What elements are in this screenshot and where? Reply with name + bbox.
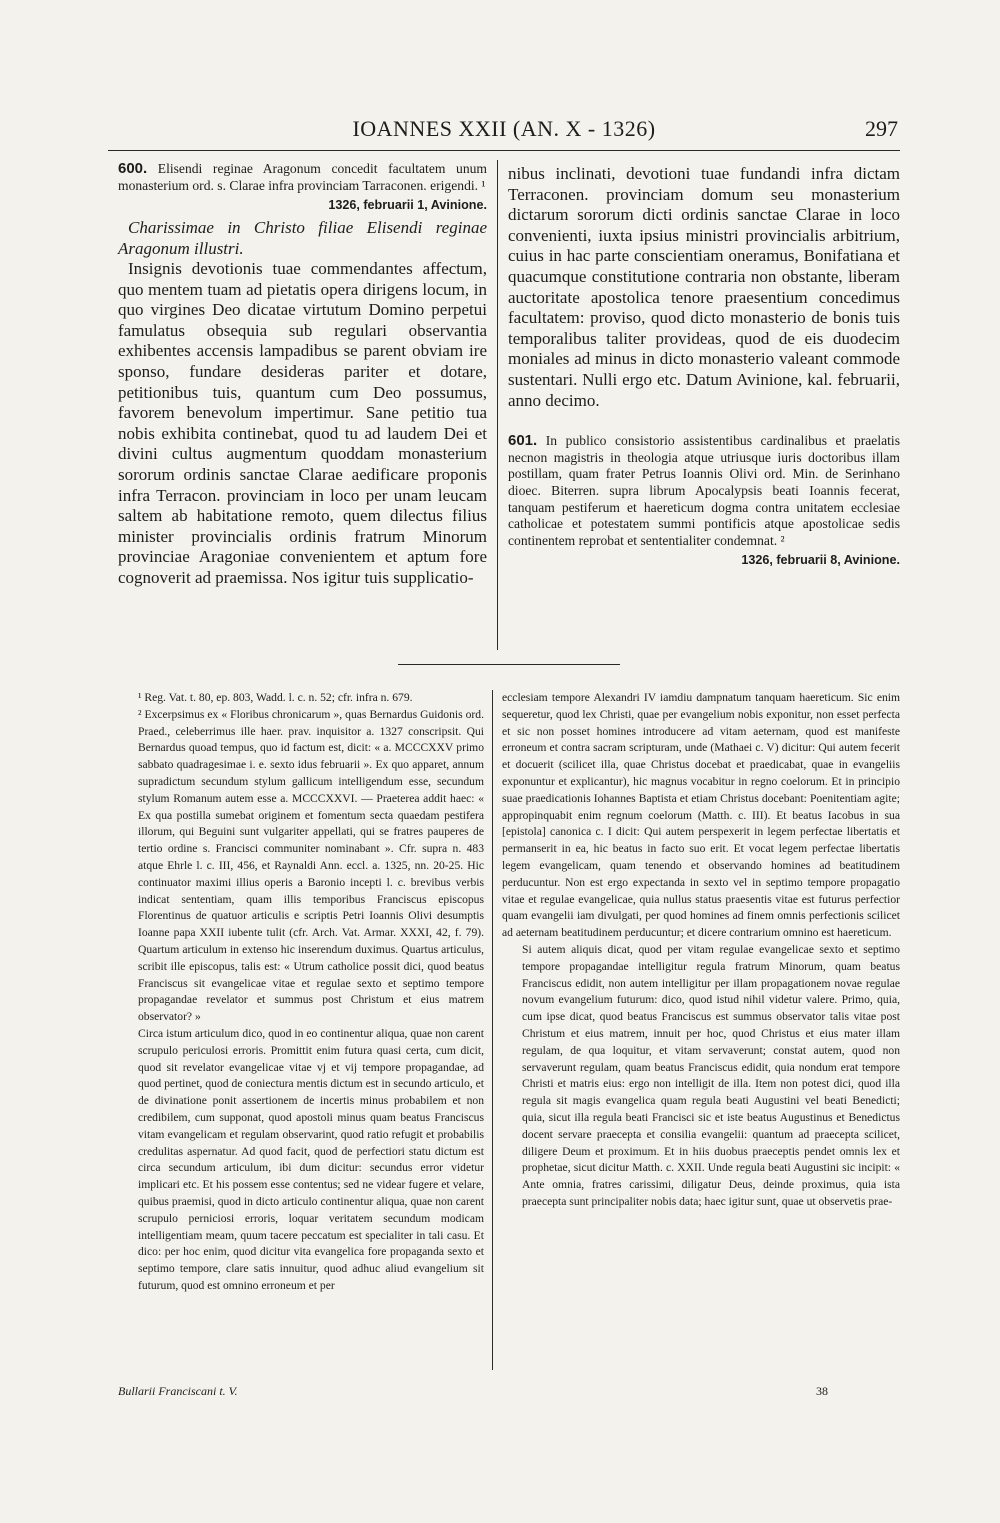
signature-mark: 38: [816, 1384, 828, 1398]
left-column: [118, 160, 487, 589]
doc-600-body-left-text: Insignis devotionis tuae commendantes affectum, quo mentem tuam ad pietatis opera dirigens locum, in quo virgines Deo dicatae virtutum Domino perpetui famulatus obsequia sub regulari observantia exhibentes accensis lampadibus se parent obviam ire sponso, fundare desideras pariter et dotare, petitionibus tuis, quantum cum Deo possumus, favorem benevolum impertimur. Sane petitio tua nobis exhibita continebat, quod tu ad laudem Dei et divini cultus augmentum quoddam monasterium sororum ordinis sanctae Clarae aedificare proponis infra Terracon. provinciam in loco per unam leucam saltem ab habitatione remoto, quem dilectus filius minister provincialis ordinis fratrum Minorum provinciae Aragoniae convenientem et aptum fore cognoverit ad praemissa. Nos igitur tuis supplicatio-: [118, 259, 487, 587]
column-divider: [497, 160, 498, 650]
footnotes-right: [502, 690, 900, 1211]
footnote-2-continued-text: Circa istum articulum dico, quod in eo continentur aliqua, quae non carent scrupulo periculosi erroris. Promittit enim futura quasi certa, cum dicit, quod sit revelator evangelicae vitae vj et vij tempore propagandae, ad quod pertinet, quod de coniectura mentis dictum est in secundo articulo, et de divinatione ponit assertionem de incertis minus probabilem et non credibilem, cum supponat, quod apostoli minus quam beatus Franciscus vitam evangelicam et regulam observarint, quod ratio refugit et probabilis credulitas aspernatur. Ad quod facit, quod de perfectiori statu dictum est circa secundum articulum, ibi dum dicitur: secundus error videtur implicari etc. Et his possem esse contentus; sed ne videar fugere et velare, quibus praemisi, quod in dicto articulo continentur aliqua, quae non carent scrupulo perniciosi erroris, loquar veritatem secundum modicam intelligentiam meam, quum tacere peccatum est specialiter in tali casu. Et dico: per hoc enim, quod dicitur vita evangelica fore propaganda sexto et septimo tempore, clare satis innuitur, quod adhuc aliud evangelium sit futurum, quod est omnino erroneum et per: [138, 1026, 484, 1292]
doc-600-body-right: nibus inclinati, devotioni tuae fundandi infra dictam Terraconen. provinciam domum seu monasterium dictarum sororum dicti ordinis sanctae Clarae in loco convenienti, iuxta ipsius ministri provincialis arbitrium, cuius in hac parte conscientiam oneramus, Bonifatiana et quacumque constitutione contraria non obstante, liberam auctoritate apostolica tenore praesentium concedimus facultatem: proviso, quod dicto monasterio de bonis tuis temporalibus taliter provideas, quod de eis duodecim moniales ad minus in dicto monasterio valeant commode sustentari. Nulli ergo etc. Datum Avinione, kal. februarii, anno decimo.: [508, 164, 900, 410]
doc-600-body-left: [118, 259, 487, 589]
doc-601-date: 1326, februarii 8, Avinione.: [741, 553, 900, 568]
footnote-separator-rule: [398, 664, 620, 665]
page-number: 297: [865, 116, 898, 141]
footnote-right-para-2: [502, 942, 900, 1211]
doc-600-date: 1326, februarii 1, Avinione.: [328, 198, 487, 212]
footnote-2: [118, 707, 484, 1026]
doc-601-summary-text: In publico consistorio assistentibus cardinalibus et praelatis necnon magistris in theologia atque utriusque iuris doctoribus illam postillam, quam frater Petrus Ioannis Olivi ord. Min. de Serinhano dioec. Biterren. supra librum Apocalypsis beati Ioannis fecerat, tanquam pestiferum et haereticum dogma contra unitatem ecclesiae catholicae et potestatem summi pontificis atque apostolicae sedis continentem reprobat et sententialiter condemnat. ²: [508, 433, 900, 548]
footnote-2-text: ² Excerpsimus ex « Floribus chronicarum », quas Bernardus Guidonis ord. Praed., celeberrimus ille haer. prav. inquisitor a. 1327 conscripsit. Qui Bernardus quoad tempus, quo id factum est, dicit: « a. MCCCXXV primo sabbato quadragesimae i. e. sexto idus februarii ». Ex quo apparet, annum supradictum secundum stylum gallicum intelligendum esse, secundum stylum Romanum autem esse a. MCCCXXVI. — Praeterea addit haec: « Ex qua postilla sumebat originem et fomentum secta quaedam pestifera illorum, qui Beguini sunt vulgariter appellati, qui se fratres pauperes de tertio ordine s. Francisci communiter nominabant ». Cfr. supra n. 483 atque Ehrle l. c. III, 456, et Raynaldi Ann. eccl. a. 1325, nn. 20-25. Hic continuator maximi illius operis a Baronio incepti l. c. brevibus verbis indicat sententiam, quam illis temporibus Franciscus episcopus Florentinus de quatuor articulis e scriptis Petri Ioannis Olivi desumptis Ioanne papa XXII iubente tulit (cfr. Arch. Vat. Armar. XXXI, 42, f. 79). Quartum articulum in extenso hic inserendum duximus. Quartus articulus, scribit ille episcopus, talis est: « Utrum catholice possit dici, quod beatus Franciscus sit evangelicae vitae et regulae sexto et septimo tempore propagandae revelator et summus post Christum et eius matrem observator? »: [138, 707, 484, 1024]
footnote-column-divider: [492, 690, 493, 1370]
doc-600-summary: [118, 160, 487, 194]
footnote-2-continued: [118, 1026, 484, 1295]
footer-title: Bullarii Franciscani t. V.: [118, 1384, 238, 1398]
doc-600-summary-text: Elisendi reginae Aragonum concedit facultatem unum monasterium ord. s. Clarae infra provinciam Tarraconen. erigendi. ¹: [118, 161, 487, 193]
footnote-right-para-2-text: Si autem aliquis dicat, quod per vitam regulae evangelicae sexto et septimo tempore propagandae intelligitur regula fratrum Minorum, quam beatus Franciscus edidit, non autem intelligitur per illam propagationem novae regulae novum evangelium futurum: dico, quod istud nihil videtur valere. Primo, quia, cum ipse dicat, quod beatus Franciscus est summus observator talis vitae post Christum et eius matrem, innuit per hoc, quod Christus et eius mater illam regulam, de qua loquitur, et vitam servaverunt; constat autem, quod non servaverunt regulam, quam beatus Franciscus edidit, quia nondum erat tempore Christi et matris eius: ergo non intelligit de illa. Item non potest dici, quod illa regula sit magis evangelica quam regula beati Augustini vel beati Benedicti; quia, sicut illa regula beati Francisci sic et iste beatus Augustinus et Benedictus docent servare praecepta et consilia evangelii: quantum ad praecepta scilicet, diligere Deum et proximum. Et in hiis duobus praeceptis pendet omnis lex et prophetae, sicut dicitur Matth. c. XXII. Unde regula beati Augustini sic incipit: « Ante omnia, fratres carissimi, diligatur Deus, deinde proximus, quia ista praecepta sunt principaliter nobis data; haec igitur sunt, quae ut observetis prae-: [522, 942, 900, 1208]
doc-600-number: 600.: [118, 160, 148, 177]
footnote-1: [118, 690, 484, 707]
doc-601: [508, 433, 900, 567]
footnotes-left: [118, 690, 484, 1295]
footnote-1-text: ¹ Reg. Vat. t. 80, ep. 803, Wadd. l. c. n. 52; cfr. infra n. 679.: [138, 691, 413, 704]
footnote-right-para-1: ecclesiam tempore Alexandri IV iamdiu dampnatum tanquam haereticum. Sic enim sequeretur, quod lex Christi, quae per evangelium nobis exponitur, non esset perfecta et sic non posset homines introducere ad vitam aeternam, quod est manifeste erroneum et contra sacram scripturam, unde (Mathaei c. V) dicitur: Qui autem fecerit et docuerit (scilicet illa, quae Christus docebat et praedicabat, quae in evangeliis exponuntur et explicantur), hic magnus vocabitur in regno coelorum. Et in principio suae praedicationis Iohannes Baptista et etiam Christus docebant: Poenitentiam agite; appropinquabit enim regnum coelorum (Matth. c. III). Et beatus Iacobus in sua [epistola] canonica c. I dicit: Qui autem perspexerit in legem perfectae libertatis et permanserit in ea, hic beatus in facto suo erit. Et vocat legem perfectae libertatis legem evangelicam, quam tenendo et observando homines ad beatitudinem perducuntur. Non est ergo expectanda in sexto vel in septimo tempore propagatio vitae et regulae evangelicae, quia nullus status praesentis vitae est futurus perfectior quam evangelii iam divulgati, per quod homines ad finem omnis perfectionis scilicet ad aeternam beatitudinem perducuntur; et dicere contrarium omnino est haereticum.: [502, 691, 900, 940]
right-column: [508, 160, 900, 567]
doc-600-address: [118, 218, 487, 259]
doc-600-address-text: Charissimae in Christo filiae Elisendi reginae Aragonum illustri.: [118, 218, 487, 258]
running-title: IOANNES XXII (AN. X - 1326): [352, 116, 656, 141]
running-header: [108, 116, 900, 152]
header-rule: [108, 150, 900, 151]
doc-601-number: 601.: [508, 432, 538, 450]
doc-601-summary: [508, 433, 900, 549]
